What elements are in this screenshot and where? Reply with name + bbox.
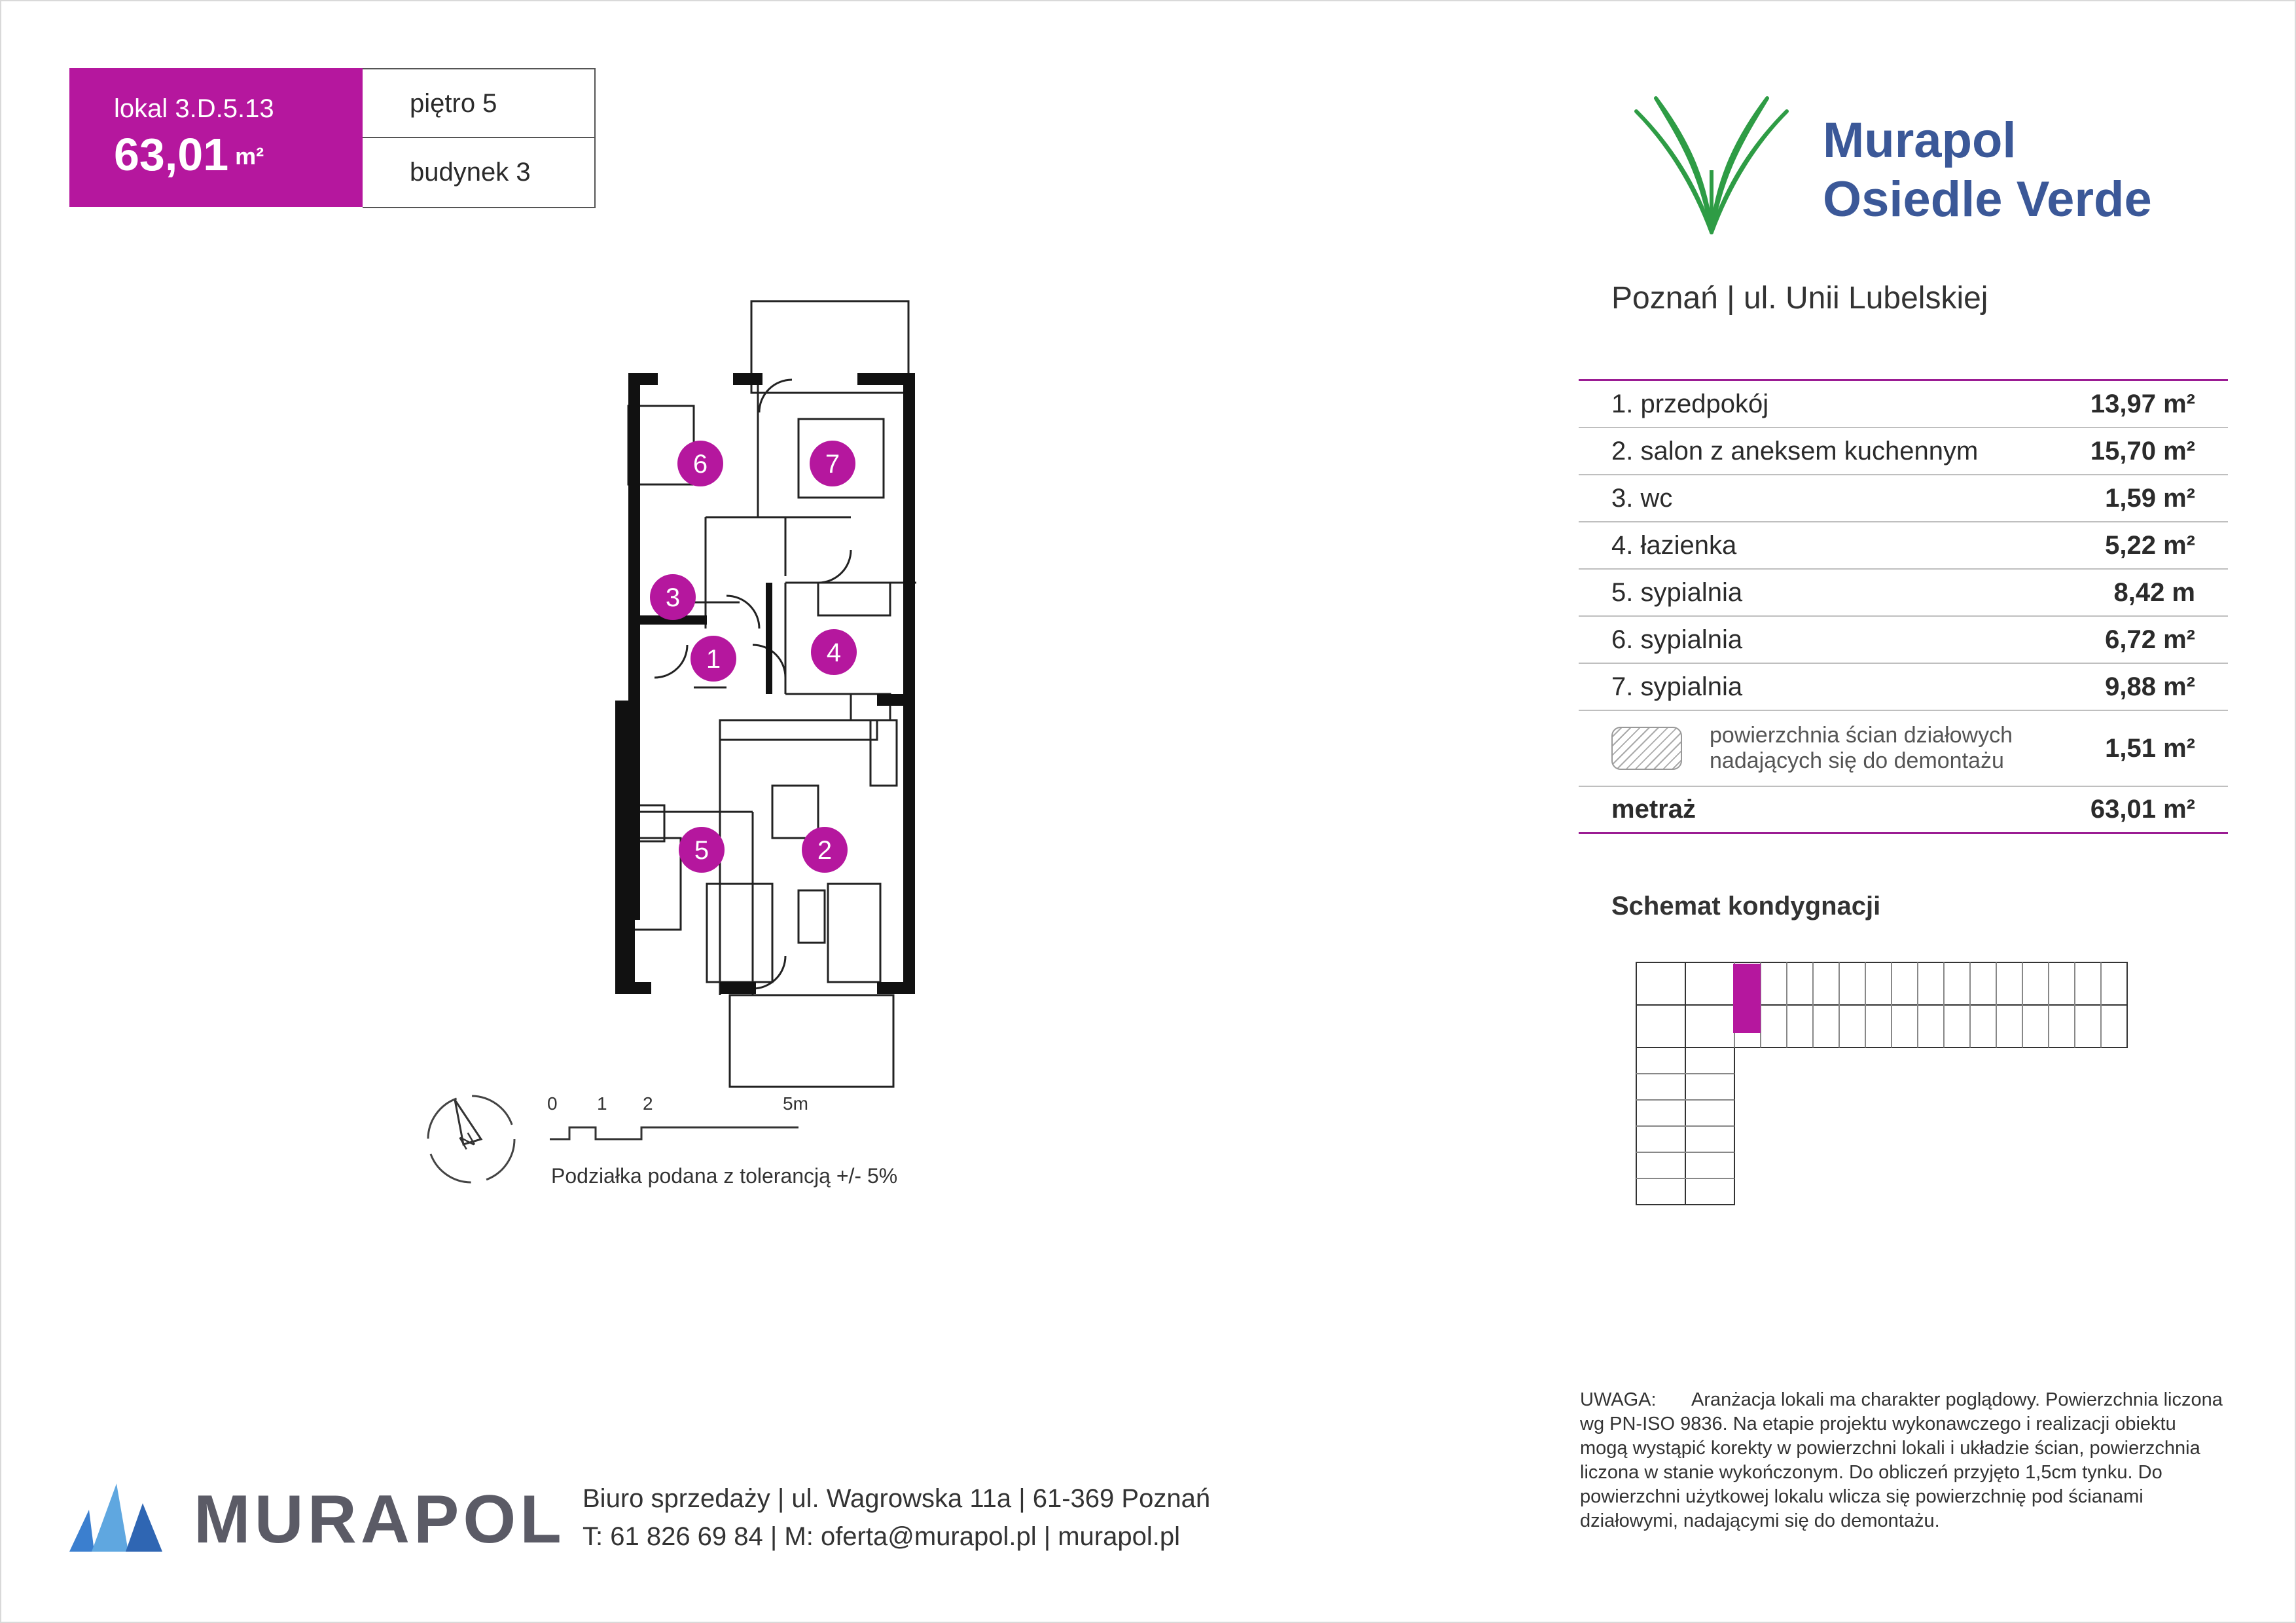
room-label: 4. łazienka	[1611, 530, 1737, 560]
room-value: 5,22 m²	[2105, 530, 2195, 560]
room-label: 2. salon z aneksem kuchennym	[1611, 436, 1979, 465]
building-label: budynek 3	[410, 158, 531, 187]
uwaga-label: UWAGA:	[1580, 1389, 1657, 1410]
walls-row	[1579, 711, 2228, 787]
lokal-id: 3.D.5.13	[175, 94, 274, 123]
room-markers	[650, 441, 857, 873]
schemat-title: Schemat kondygnacji	[1611, 892, 1881, 921]
office-info	[583, 1480, 1210, 1556]
room-row	[1579, 664, 2228, 711]
total-value: 63,01 m²	[2090, 795, 2195, 824]
floor-schema	[1630, 949, 2134, 1211]
floor-label: piętro 5	[363, 69, 594, 138]
room-marker-label: 6	[692, 450, 708, 479]
walls-label	[1611, 723, 2013, 774]
room-value: 15,70 m²	[2090, 436, 2195, 465]
room-row	[1579, 617, 2228, 664]
disclaimer	[1580, 1388, 2228, 1533]
room-row	[1579, 428, 2228, 475]
hatch-swatch-icon	[1611, 727, 1682, 770]
unit-badge	[69, 68, 363, 207]
highlighted-unit	[1733, 964, 1761, 1033]
floor-plan	[589, 288, 956, 1100]
room-label: 1. przedpokój	[1611, 389, 1769, 418]
room-marker-label: 5	[694, 836, 709, 865]
uwaga-text1: Aranżacja lokali ma charakter poglądowy. Powierzchnia liczona	[1691, 1389, 2223, 1410]
room-row	[1579, 475, 2228, 522]
scale-tick: 5m	[783, 1093, 808, 1114]
room-value: 13,97 m²	[2090, 389, 2195, 418]
brand-line2: Osiedle Verde	[1823, 172, 2152, 227]
room-row	[1579, 570, 2228, 617]
walls-value: 1,51 m²	[2105, 733, 2195, 763]
area-unit: m²	[235, 143, 264, 170]
room-label: 6. sypialnia	[1611, 625, 1743, 654]
uwaga-text2: wg PN-ISO 9836. Na etapie projektu wykonawczego i realizacji obiektu mogą wystąpić korekty w powierzchni lokali i układzie ścian, powierzchnia liczona w stanie wykończonym. Do obliczeń przyjęto 1,5cm tynku. Do powierzchni użytkowej lokalu wlicza się powierzchnię pod ścianami działowymi, nadającymi się do demontażu.	[1580, 1413, 2200, 1531]
area-value: 63,01	[114, 129, 229, 180]
lokal-line	[114, 94, 274, 124]
floor-building-box	[363, 68, 596, 208]
room-row	[1579, 381, 2228, 428]
scale-bar	[543, 1113, 818, 1152]
scale-tick: 1	[597, 1093, 607, 1114]
murapol-logo-icon	[69, 1484, 162, 1552]
room-table	[1579, 379, 2228, 834]
room-value: 8,42 m	[2113, 577, 2195, 607]
office-line1: Biuro sprzedaży | ul. Wagrowska 11a | 61-369 Poznań	[583, 1484, 1211, 1513]
lokal-label: lokal	[114, 94, 168, 123]
total-row	[1579, 787, 2228, 834]
balcony-bottom	[730, 995, 893, 1087]
walls-line1: powierzchnia ścian działowych	[1710, 723, 2013, 748]
room-value: 6,72 m²	[2105, 625, 2195, 654]
brand-title	[1823, 111, 2152, 229]
scale-tick: 0	[547, 1093, 558, 1114]
room-marker-label: 1	[706, 645, 721, 674]
scale-tick: 2	[643, 1093, 653, 1114]
office-line2: T: 61 826 69 84 | M: oferta@murapol.pl | murapol.pl	[583, 1522, 1180, 1551]
room-marker-label: 3	[665, 583, 681, 612]
room-marker-label: 7	[825, 450, 840, 479]
walls-line2: nadających się do demontażu	[1710, 748, 2004, 773]
north-label: N	[456, 1128, 479, 1155]
outer-wall-right	[903, 373, 915, 989]
room-marker-label: 4	[826, 638, 842, 667]
room-value: 1,59 m²	[2105, 483, 2195, 513]
scale-note: Podziałka podana z tolerancją +/- 5%	[551, 1164, 898, 1188]
room-marker-label: 2	[817, 836, 833, 865]
total-label: metraż	[1611, 795, 1696, 824]
footer-logo-word: MURAPOL	[194, 1482, 565, 1558]
leaf-logo-icon	[1630, 92, 1793, 236]
room-label: 5. sypialnia	[1611, 577, 1743, 607]
room-row	[1579, 522, 2228, 570]
room-value: 9,88 m²	[2105, 672, 2195, 701]
room-label: 7. sypialnia	[1611, 672, 1743, 701]
room-label: 3. wc	[1611, 483, 1673, 513]
compass-icon	[419, 1087, 524, 1192]
unit-area	[114, 128, 264, 181]
address: Poznań | ul. Unii Lubelskiej	[1611, 281, 1988, 316]
brand-line1: Murapol	[1823, 113, 2017, 168]
